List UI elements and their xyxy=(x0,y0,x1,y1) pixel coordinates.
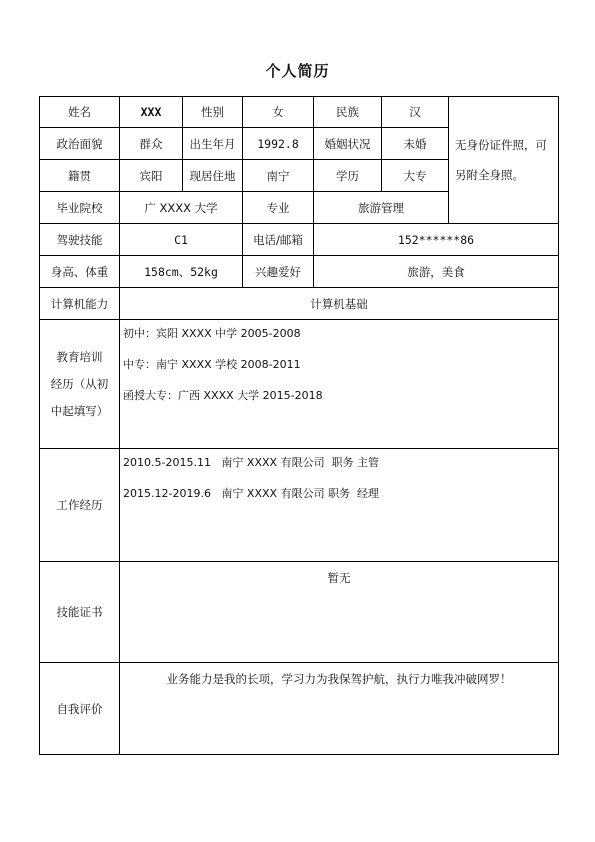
body-label: 身高、体重 xyxy=(40,256,120,288)
political-value: 群众 xyxy=(120,128,183,160)
self-eval-label: 自我评价 xyxy=(40,663,120,755)
education-label-line-1: 教育培训 xyxy=(56,349,103,364)
page-title: 个人简历 xyxy=(265,62,330,80)
work-item: 2010.5-2015.11 南宁 XXXX 有限公司 职务 主管 xyxy=(123,456,380,469)
computer-value: 计算机基础 xyxy=(120,288,559,320)
row-education xyxy=(40,320,559,449)
education-item: 中专：南宁 XXXX 学校 2008-2011 xyxy=(123,358,301,371)
education-item: 初中：宾阳 XXXX 中学 2005-2008 xyxy=(123,327,301,340)
computer-label: 计算机能力 xyxy=(40,288,120,320)
major-value: 旅游管理 xyxy=(314,192,449,224)
work-content xyxy=(120,449,559,562)
birth-label: 出生年月 xyxy=(183,128,243,160)
residence-value: 南宁 xyxy=(243,160,314,192)
work-label: 工作经历 xyxy=(40,449,120,562)
marital-value: 未婚 xyxy=(382,128,449,160)
row-driving xyxy=(40,224,559,256)
degree-label: 学历 xyxy=(314,160,382,192)
school-value: 广 XXXX 大学 xyxy=(120,192,243,224)
ethnicity-value: 汉 xyxy=(382,97,449,128)
contact-value: 152******86 xyxy=(314,224,559,256)
birth-value: 1992.8 xyxy=(243,128,314,160)
education-label-line-2: 经历（从初 xyxy=(50,376,109,391)
education-label-line-3: 中起填写） xyxy=(50,403,109,418)
body-value: 158cm、52kg xyxy=(120,256,243,288)
name-label: 姓名 xyxy=(40,97,120,128)
education-label xyxy=(40,320,120,449)
major-label: 专业 xyxy=(243,192,314,224)
row-certificates xyxy=(40,562,559,663)
origin-value: 宾阳 xyxy=(120,160,183,192)
certificates-label: 技能证书 xyxy=(40,562,120,663)
gender-label: 性别 xyxy=(183,97,243,128)
row-name xyxy=(40,97,559,128)
residence-label: 现居住地 xyxy=(183,160,243,192)
hobby-label: 兴趣爱好 xyxy=(243,256,314,288)
marital-label: 婚姻状况 xyxy=(314,128,382,160)
ethnicity-label: 民族 xyxy=(314,97,382,128)
work-item: 2015.12-2019.6 南宁 XXXX 有限公司 职务 经理 xyxy=(123,487,380,500)
degree-value: 大专 xyxy=(382,160,449,192)
education-item: 函授大专：广西 XXXX 大学 2015-2018 xyxy=(123,389,323,402)
certificates-value: 暂无 xyxy=(120,562,559,663)
name-value: XXX xyxy=(120,97,183,128)
self-eval-value: 业务能力是我的长项，学习力为我保驾护航，执行力唯我冲破网罗！ xyxy=(120,663,559,755)
gender-value: 女 xyxy=(243,97,314,128)
hobby-value: 旅游，美食 xyxy=(314,256,559,288)
resume-table xyxy=(39,96,559,755)
political-label: 政治面貌 xyxy=(40,128,120,160)
driving-label: 驾驶技能 xyxy=(40,224,120,256)
education-content xyxy=(120,320,559,449)
row-self-eval xyxy=(40,663,559,755)
school-label: 毕业院校 xyxy=(40,192,120,224)
photo-cell: 无身份证件照，可另附全身照。 xyxy=(449,97,559,224)
row-body xyxy=(40,256,559,288)
origin-label: 籍贯 xyxy=(40,160,120,192)
row-work xyxy=(40,449,559,562)
driving-value: C1 xyxy=(120,224,243,256)
contact-label: 电话/邮箱 xyxy=(243,224,314,256)
row-computer xyxy=(40,288,559,320)
